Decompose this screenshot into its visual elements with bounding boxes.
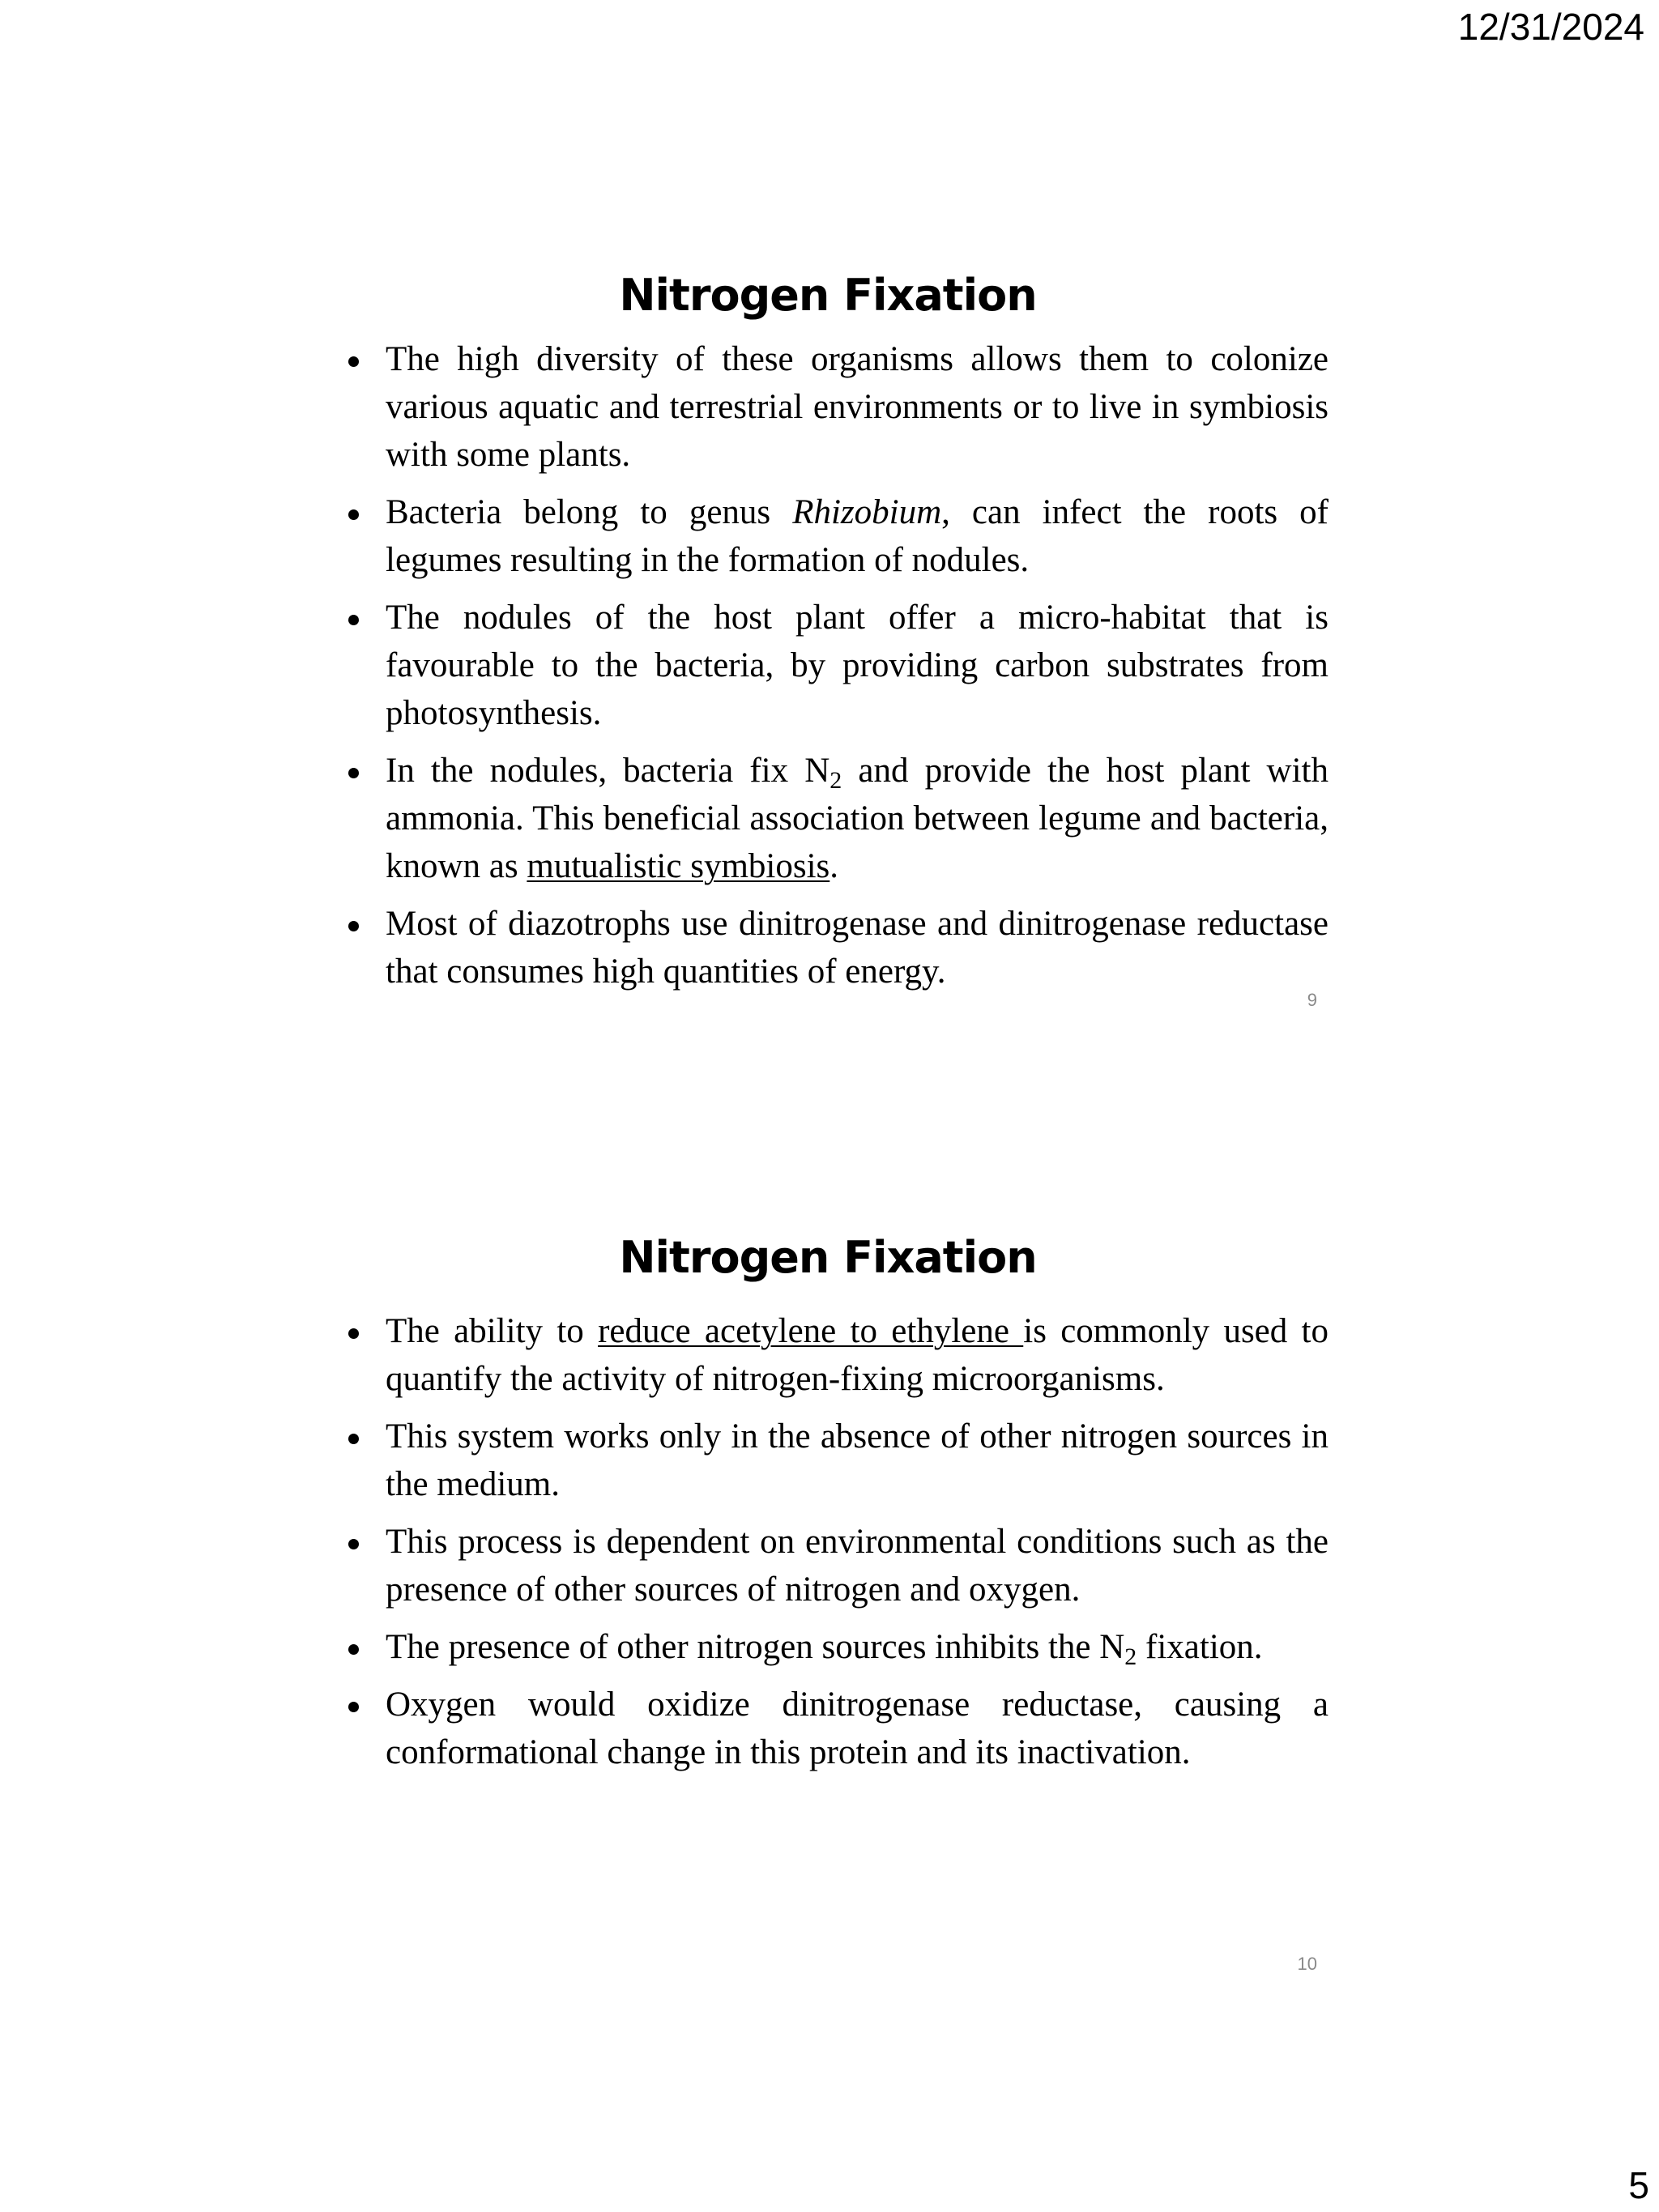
bullet-item: Most of diazotrophs use dinitrogenase and dinitrogenase reductase that consumes high quantities of energy. <box>327 900 1328 995</box>
bullet-icon <box>348 509 359 520</box>
bullet-item: The nodules of the host plant offer a micro-habitat that is favourable to the bacteria, by providing carbon substrates from photosynthesis. <box>327 594 1328 737</box>
slide-9 <box>327 261 1328 1010</box>
slide-page-number: 10 <box>1297 1954 1317 1974</box>
bullet-item: The presence of other nitrogen sources inhibits the $N_2$ fixation. <box>327 1623 1328 1671</box>
bullet-icon <box>348 1702 359 1712</box>
sheet-page-number: 5 <box>1628 2164 1649 2206</box>
bullet-icon <box>348 1539 359 1549</box>
print-date: 12/31/2024 <box>1457 6 1644 48</box>
subscript: 2 <box>830 767 842 794</box>
bullet-icon <box>348 615 359 625</box>
bullet-item: This system works only in the absence of other nitrogen sources in the medium. <box>327 1413 1328 1508</box>
bullet-item: This process is dependent on environmental conditions such as the presence of other sources of nitrogen and oxygen. <box>327 1518 1328 1613</box>
genus-name: Rhizobium <box>792 493 942 531</box>
subscript: 2 <box>1124 1643 1137 1670</box>
bullet-item: In the nodules, bacteria fix $N_2$ and provide the host plant with ammonia. This beneficial association between legume and bacteria, known as mutualistic symbiosis. <box>327 747 1328 890</box>
bullet-item: The ability to reduce acetylene to ethylene is commonly used to quantify the activity of nitrogen-fixing microorganisms. <box>327 1307 1328 1403</box>
slide-10 <box>327 1223 1329 1974</box>
bullet-icon <box>348 1328 359 1339</box>
bullet-icon <box>348 768 359 778</box>
slide-title: Nitrogen Fixation <box>619 1232 1037 1283</box>
bullet-item: Oxygen would oxidize dinitrogenase reductase, causing a conformational change in this protein and its inactivation. <box>327 1681 1328 1776</box>
bullet-list <box>327 1307 1328 1776</box>
bullet-icon <box>348 356 359 367</box>
bullet-item: The high diversity of these organisms allows them to colonize various aquatic and terrestrial environments or to live in symbiosis with some plants. <box>327 335 1328 479</box>
bullet-list <box>327 335 1328 995</box>
bullet-icon <box>348 921 359 931</box>
bullet-item: Bacteria belong to genus Rhizobium, can infect the roots of legumes resulting in the formation of nodules. <box>327 488 1328 584</box>
slide-page-number: 9 <box>1307 990 1317 1010</box>
bullet-icon <box>348 1644 359 1655</box>
slide-title: Nitrogen Fixation <box>619 270 1037 321</box>
bullet-icon <box>348 1434 359 1444</box>
underlined-term: mutualistic symbiosis <box>527 847 830 885</box>
underlined-term: reduce acetylene to ethylene <box>598 1312 1024 1350</box>
